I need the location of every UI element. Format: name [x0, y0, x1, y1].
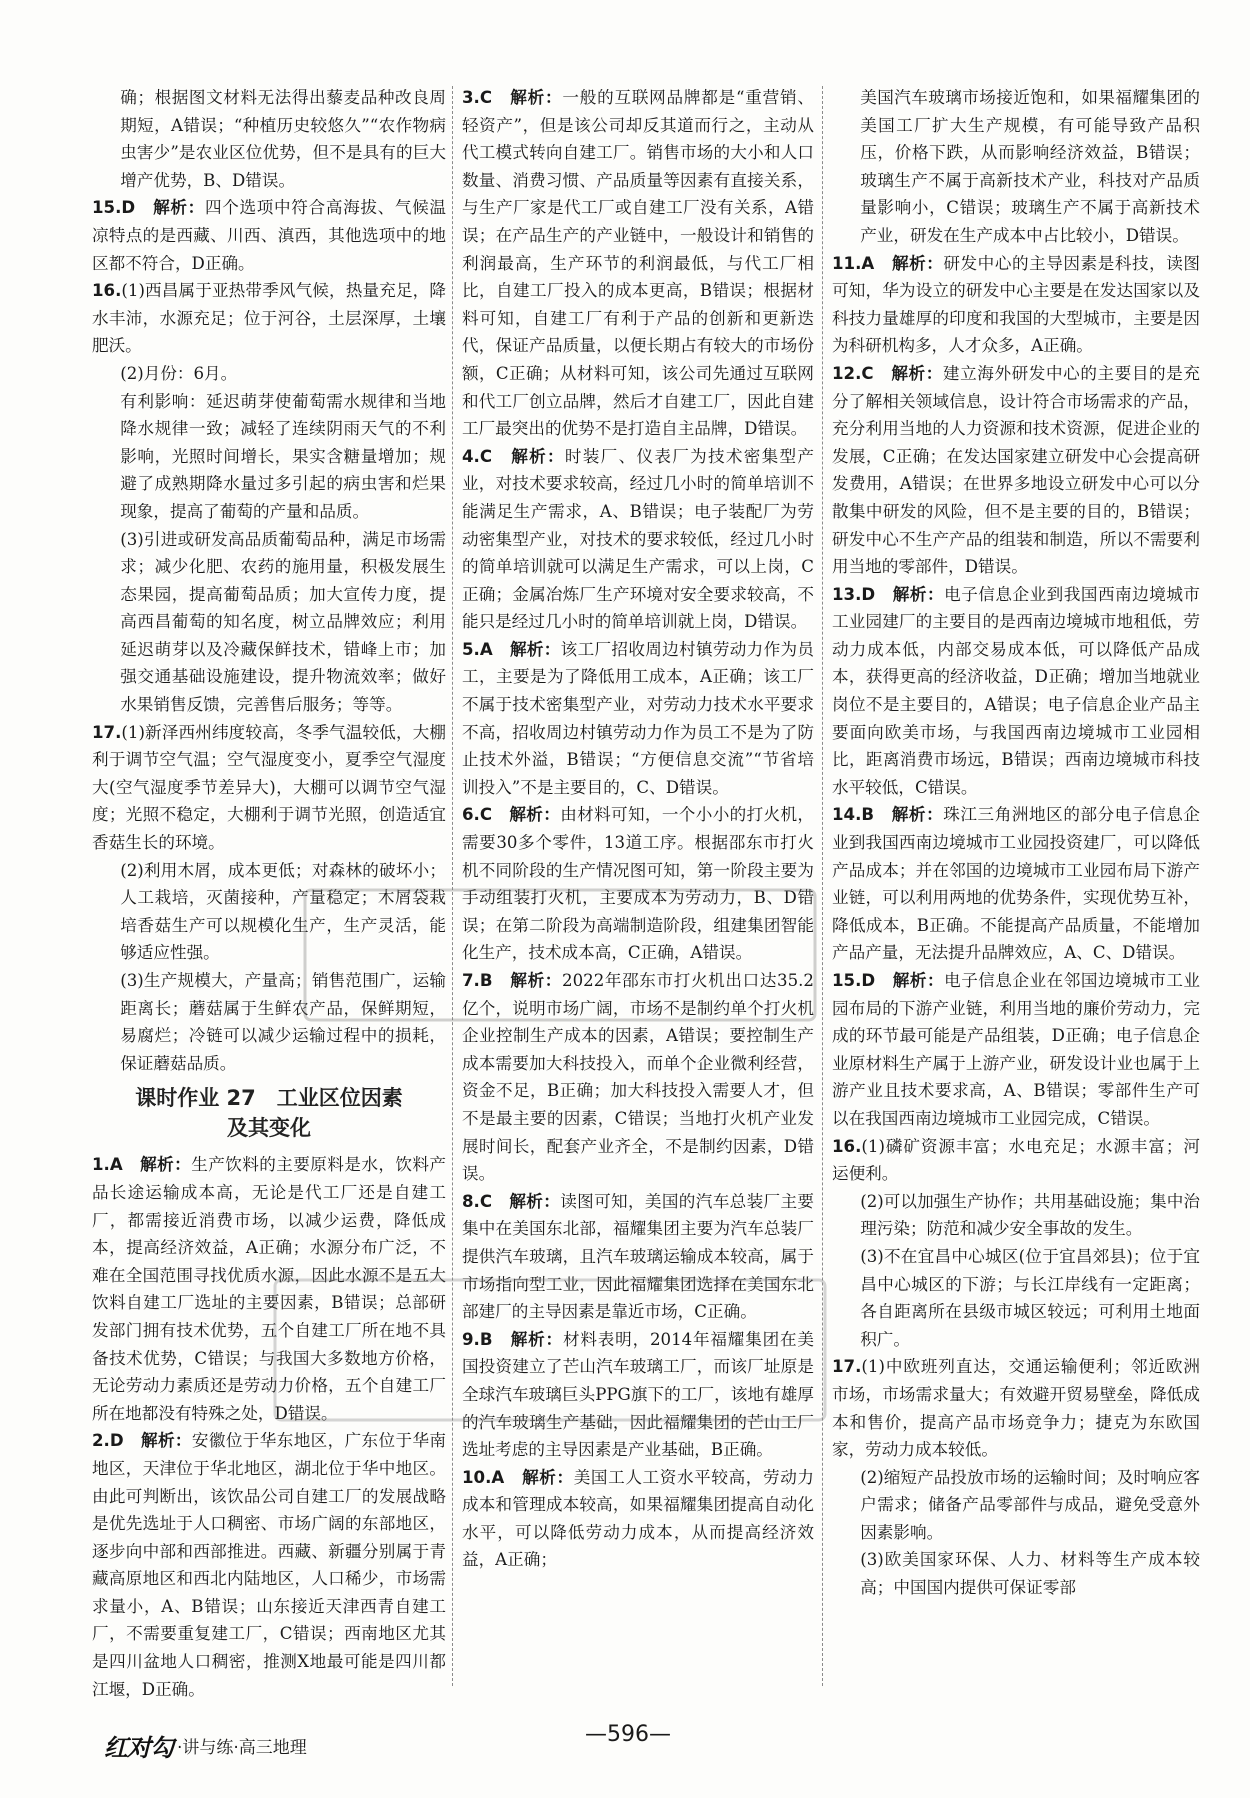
answer-16-2: (2)月份：6月。: [120, 363, 238, 383]
section-title: 课时作业 27 工业区位因素 及其变化: [135, 1086, 403, 1141]
answer-14: 14.B 解析：珠江三角洲地区的部分电子信息企业到我国西南边境城市工业园投资建厂，可以降低产品成本；并在邻国的边境城市工业园布局下游产业链，可以利用两地的优势条件，实现优势互补，降低成本，B正确。不能提高产品质量，不能增加产品产量，无法提升品牌效应，A、C、D错误。: [832, 805, 1201, 963]
answer-3: 3.C 解析：一般的互联网品牌都是“重营销、轻资产”，但是该公司却反其道而行之，主动从代工模式转向自建工厂。销售市场的大小和人口数量、消费习惯、产品质量等因素有直接关系，与生产厂家是代工厂或自建工厂没有关系，A错误；在产品生产的产业链中，一般设计和销售的利润最高，生产环节的利润最低，与代工厂相比，自建工厂投入的成本更高，B错误；根据材料可知，自建工厂有利于产品的创新和更新迭代，保证产品质量，以便长期占有较大的市场份额，C正确；从材料可知，该公司先通过互联网和代工厂创立品牌，然后才自建工厂，因此自建工厂最突出的优势不是打造自主品牌，D错误。: [462, 88, 815, 439]
answer-17-2: (2)利用木屑，成本更低；对森林的破坏小；人工栽培，灭菌接种，产量稳定；木屑袋栽培香菇生产可以规模化生产，生产灵活，能够适应性强。: [120, 860, 446, 963]
answer-16-2: (2)可以加强生产协作；共用基础设施；集中治理污染；防范和减少安全事故的发生。: [860, 1191, 1200, 1239]
answer-10: 10.A 解析：美国工人工资水平较高，劳动力成本和管理成本较高，如果福耀集团提高自动化水平，可以降低劳动力成本，从而提高经济效益，A正确；: [462, 1467, 815, 1570]
answer-1: 1.A 解析：生产饮料的主要原料是水，饮料产品长途运输成本高，无论是代工厂还是自建工厂，都需接近消费市场，以减少运费，降低成本，提高经济效益，A正确；水源分布广泛，不难在全国范围寻找优质水源，因此水源不是五大饮料自建工厂选址的主要因素，B错误；总部研发部门拥有技术优势，五个自建工厂所在地不具备技术优势，C错误；与我国大多数地方价格，无论劳动力素质还是劳动力价格，五个自建工厂所在地都没有特殊之处，D错误。: [92, 1155, 446, 1423]
answer-continuation: 确；根据图文材料无法得出藜麦品种改良周期短，A错误；“种植历史较悠久”“农作物病虫害少”是农业区位优势，但不是具有的巨大增产优势，B、D错误。: [120, 88, 446, 190]
column-left: [92, 84, 446, 1703]
column-right: [832, 84, 1200, 1602]
answer-17: 17.(1)新泽西州纬度较高，冬季气温较低，大棚利于调节空气温；空气湿度变小，夏季空气湿度大(空气湿度季节差异大)，大棚可以调节空气湿度；光照不稳定，大棚利于调节光照，创造适宜香菇生长的环境。: [92, 722, 446, 853]
answer-16-2-detail: 有利影响：延迟萌芽使葡萄需水规律和当地降水规律一致；减轻了连续阴雨天气的不利影响，光照时间增长，果实含糖量增加；规避了成熟期降水量过多引起的病虫害和烂果现象，提高了葡萄的产量和品质。: [120, 391, 446, 521]
answer-16-3: (3)引进或研发高品质葡萄品种，满足市场需求；减少化肥、农药的施用量，积极发展生态果园，提高葡萄品质；加大宣传力度，提高西昌葡萄的知名度，树立品牌效应；利用延迟萌芽以及冷藏保鲜技术，错峰上市；加强交通基础设施建设，提升物流效率；做好水果销售反馈，完善售后服务；等等。: [120, 529, 446, 715]
column-middle: [462, 84, 814, 1574]
answer-17: 17.(1)中欧班列直达，交通运输便利；邻近欧洲市场，市场需求量大；有效避开贸易壁垒，降低成本和售价，提高产品市场竞争力；捷克为东欧国家，劳动力成本较低。: [832, 1357, 1200, 1460]
answer-6: 6.C 解析：由材料可知，一个小小的打火机，需要30多个零件，13道工序。根据邵东市打火机不同阶段的生产情况图可知，第一阶段主要为手动组装打火机，主要成本为劳动力，B、D错误；在第二阶段为高端制造阶段，组建集团智能化生产，技术成本高，C正确，A错误。: [462, 805, 815, 963]
answer-11: 11.A 解析：研发中心的主导因素是科技，读图可知，华为设立的研发中心主要是在发达国家以及科技力量雄厚的印度和我国的大型城市，主要是因为科研机构多，人才众多，A正确。: [832, 253, 1201, 356]
column-divider: [822, 86, 823, 1686]
answer-16-3: (3)不在宜昌中心城区(位于宜昌郊县)；位于宜昌中心城区的下游；与长江岸线有一定距离；各自距离所在县级市城区较远；可利用土地面积广。: [860, 1246, 1200, 1349]
footer-brand: [104, 1728, 307, 1763]
column-divider: [452, 86, 453, 1686]
answer-15: 15.D 解析：四个选项中符合高海拔、气候温凉特点的是西藏、川西、滇西，其他选项中的地区都不符合，D正确。: [92, 198, 447, 273]
answer-12: 12.C 解析：建立海外研发中心的主要目的是充分了解相关领域信息，设计符合市场需求的产品，充分利用当地的人力资源和技术资源，促进企业的发展，C正确；在发达国家建立研发中心会提高研发费用，A错误；在世界多地设立研发中心可以分散集中研发的风险，但不是主要的目的，B错误；研发中心不生产产品的组装和制造，所以不需要利用当地的零部件，D错误。: [832, 363, 1201, 577]
answer-continuation: 美国汽车玻璃市场接近饱和，如果福耀集团的美国工厂扩大生产规模，有可能导致产品积压，价格下跌，从而影响经济效益，B错误；玻璃生产不属于高新技术产业，科技对产品质量影响小，C错误；玻璃生产不属于高新技术产业，研发在生产成本中占比较小，D错误。: [860, 88, 1200, 245]
answer-17-3: (3)欧美国家环保、人力、材料等生产成本较高；中国国内提供可保证零部: [860, 1550, 1200, 1598]
answer-16: 16.(1)磷矿资源丰富；水电充足；水源丰富；河运便利。: [832, 1136, 1200, 1184]
answer-8: 8.C 解析：读图可知，美国的汽车总装厂主要集中在美国东北部，福耀集团主要为汽车总装厂提供汽车玻璃，且汽车玻璃运输成本较高，属于市场指向型工业，因此福耀集团选择在美国东北部建厂的主导因素是靠近市场，C正确。: [462, 1191, 815, 1322]
answer-13: 13.D 解析：电子信息企业到我国西南边境城市工业园建厂的主要目的是西南边境城市地租低，劳动力成本低，内部交易成本低，可以降低产品成本，获得更高的经济收益，D正确；增加当地就业岗位不是主要目的，A错误；电子信息企业产品主要面向欧美市场，与我国西南边境城市工业园相比，距离消费市场远，B错误；西南边境城市科技水平较低，C错误。: [832, 584, 1201, 797]
page-number: —596—: [585, 1722, 671, 1747]
answer-16: 16.(1)西昌属于亚热带季风气候，热量充足，降水丰沛，水源充足；位于河谷，土层深厚，土壤肥沃。: [92, 281, 446, 356]
answer-5: 5.A 解析：该工厂招收周边村镇劳动力作为员工，主要是为了降低用工成本，A正确；该工厂不属于技术密集型产业，对劳动力技术水平要求不高，招收周边村镇劳动力作为员工不是为了防止技术外溢，B错误；“方便信息交流”“节省培训投入”不是主要目的，C、D错误。: [462, 639, 815, 797]
answer-17-2: (2)缩短产品投放市场的运输时间；及时响应客户需求；储备产品零部件与成品，避免受意外因素影响。: [860, 1467, 1200, 1542]
answer-17-3: (3)生产规模大，产量高；销售范围广，运输距离长；蘑菇属于生鲜农产品，保鲜期短，易腐烂；冷链可以减少运输过程中的损耗，保证蘑菇品质。: [120, 971, 446, 1073]
answer-2: 2.D 解析：安徽位于华东地区，广东位于华南地区，天津位于华北地区，湖北位于华中地区。由此可判断出，该饮品公司自建工厂的发展战略是优先选址于人口稠密、市场广阔的东部地区，逐步向中部和西部推进。西藏、新疆分别属于青藏高原地区和西北内陆地区，人口稀少，市场需求量小，A、B错误；山东接近天津西青自建工厂，不需要重复建工厂，C错误；西南地区尤其是四川盆地人口稠密，推测X地最可能是四川都江堰，D正确。: [92, 1431, 447, 1699]
book-series: ·讲与练·高三地理: [177, 1738, 307, 1758]
brand-logo: 红对勾: [104, 1733, 173, 1762]
answer-4: 4.C 解析：时装厂、仪表厂为技术密集型产业，对技术要求较高，经过几小时的简单培训不能满足生产需求，A、B错误；电子装配厂为劳动密集型产业，对技术的要求较低，经过几小时的简单培训就可以满足生产需求，可以上岗，C正确；金属冶炼厂生产环境对安全要求较高，不能只是经过几小时的简单培训就上岗，D错误。: [462, 446, 815, 632]
answer-7: 7.B 解析：2022年邵东市打火机出口达35.2亿个，说明市场广阔，市场不是制约单个打火机企业控制生产成本的因素，A错误；要控制生产成本需要加大科技投入，而单个企业微利经营，资金不足，B正确；加大科技投入需要人才，但不是最主要的因素，C错误；当地打火机产业发展时间长，配套产业齐全，不是制约因素，D错误。: [462, 971, 814, 1184]
answer-9: 9.B 解析：材料表明，2014年福耀集团在美国投资建立了芒山汽车玻璃工厂，而该厂址原是全球汽车玻璃巨头PPG旗下的工厂，该地有雄厚的汽车玻璃生产基础，因此福耀集团的芒山工厂选址考虑的主导因素是产业基础，B正确。: [462, 1329, 815, 1460]
answer-15: 15.D 解析：电子信息企业在邻国边境城市工业园布局的下游产业链，利用当地的廉价劳动力，完成的环节最可能是产品组装，D正确；电子信息企业原材料生产属于上游产业，研发设计业也属于上游产业且技术要求高，A、B错误；零部件生产可以在我国西南边境城市工业园完成，C错误。: [832, 971, 1201, 1128]
